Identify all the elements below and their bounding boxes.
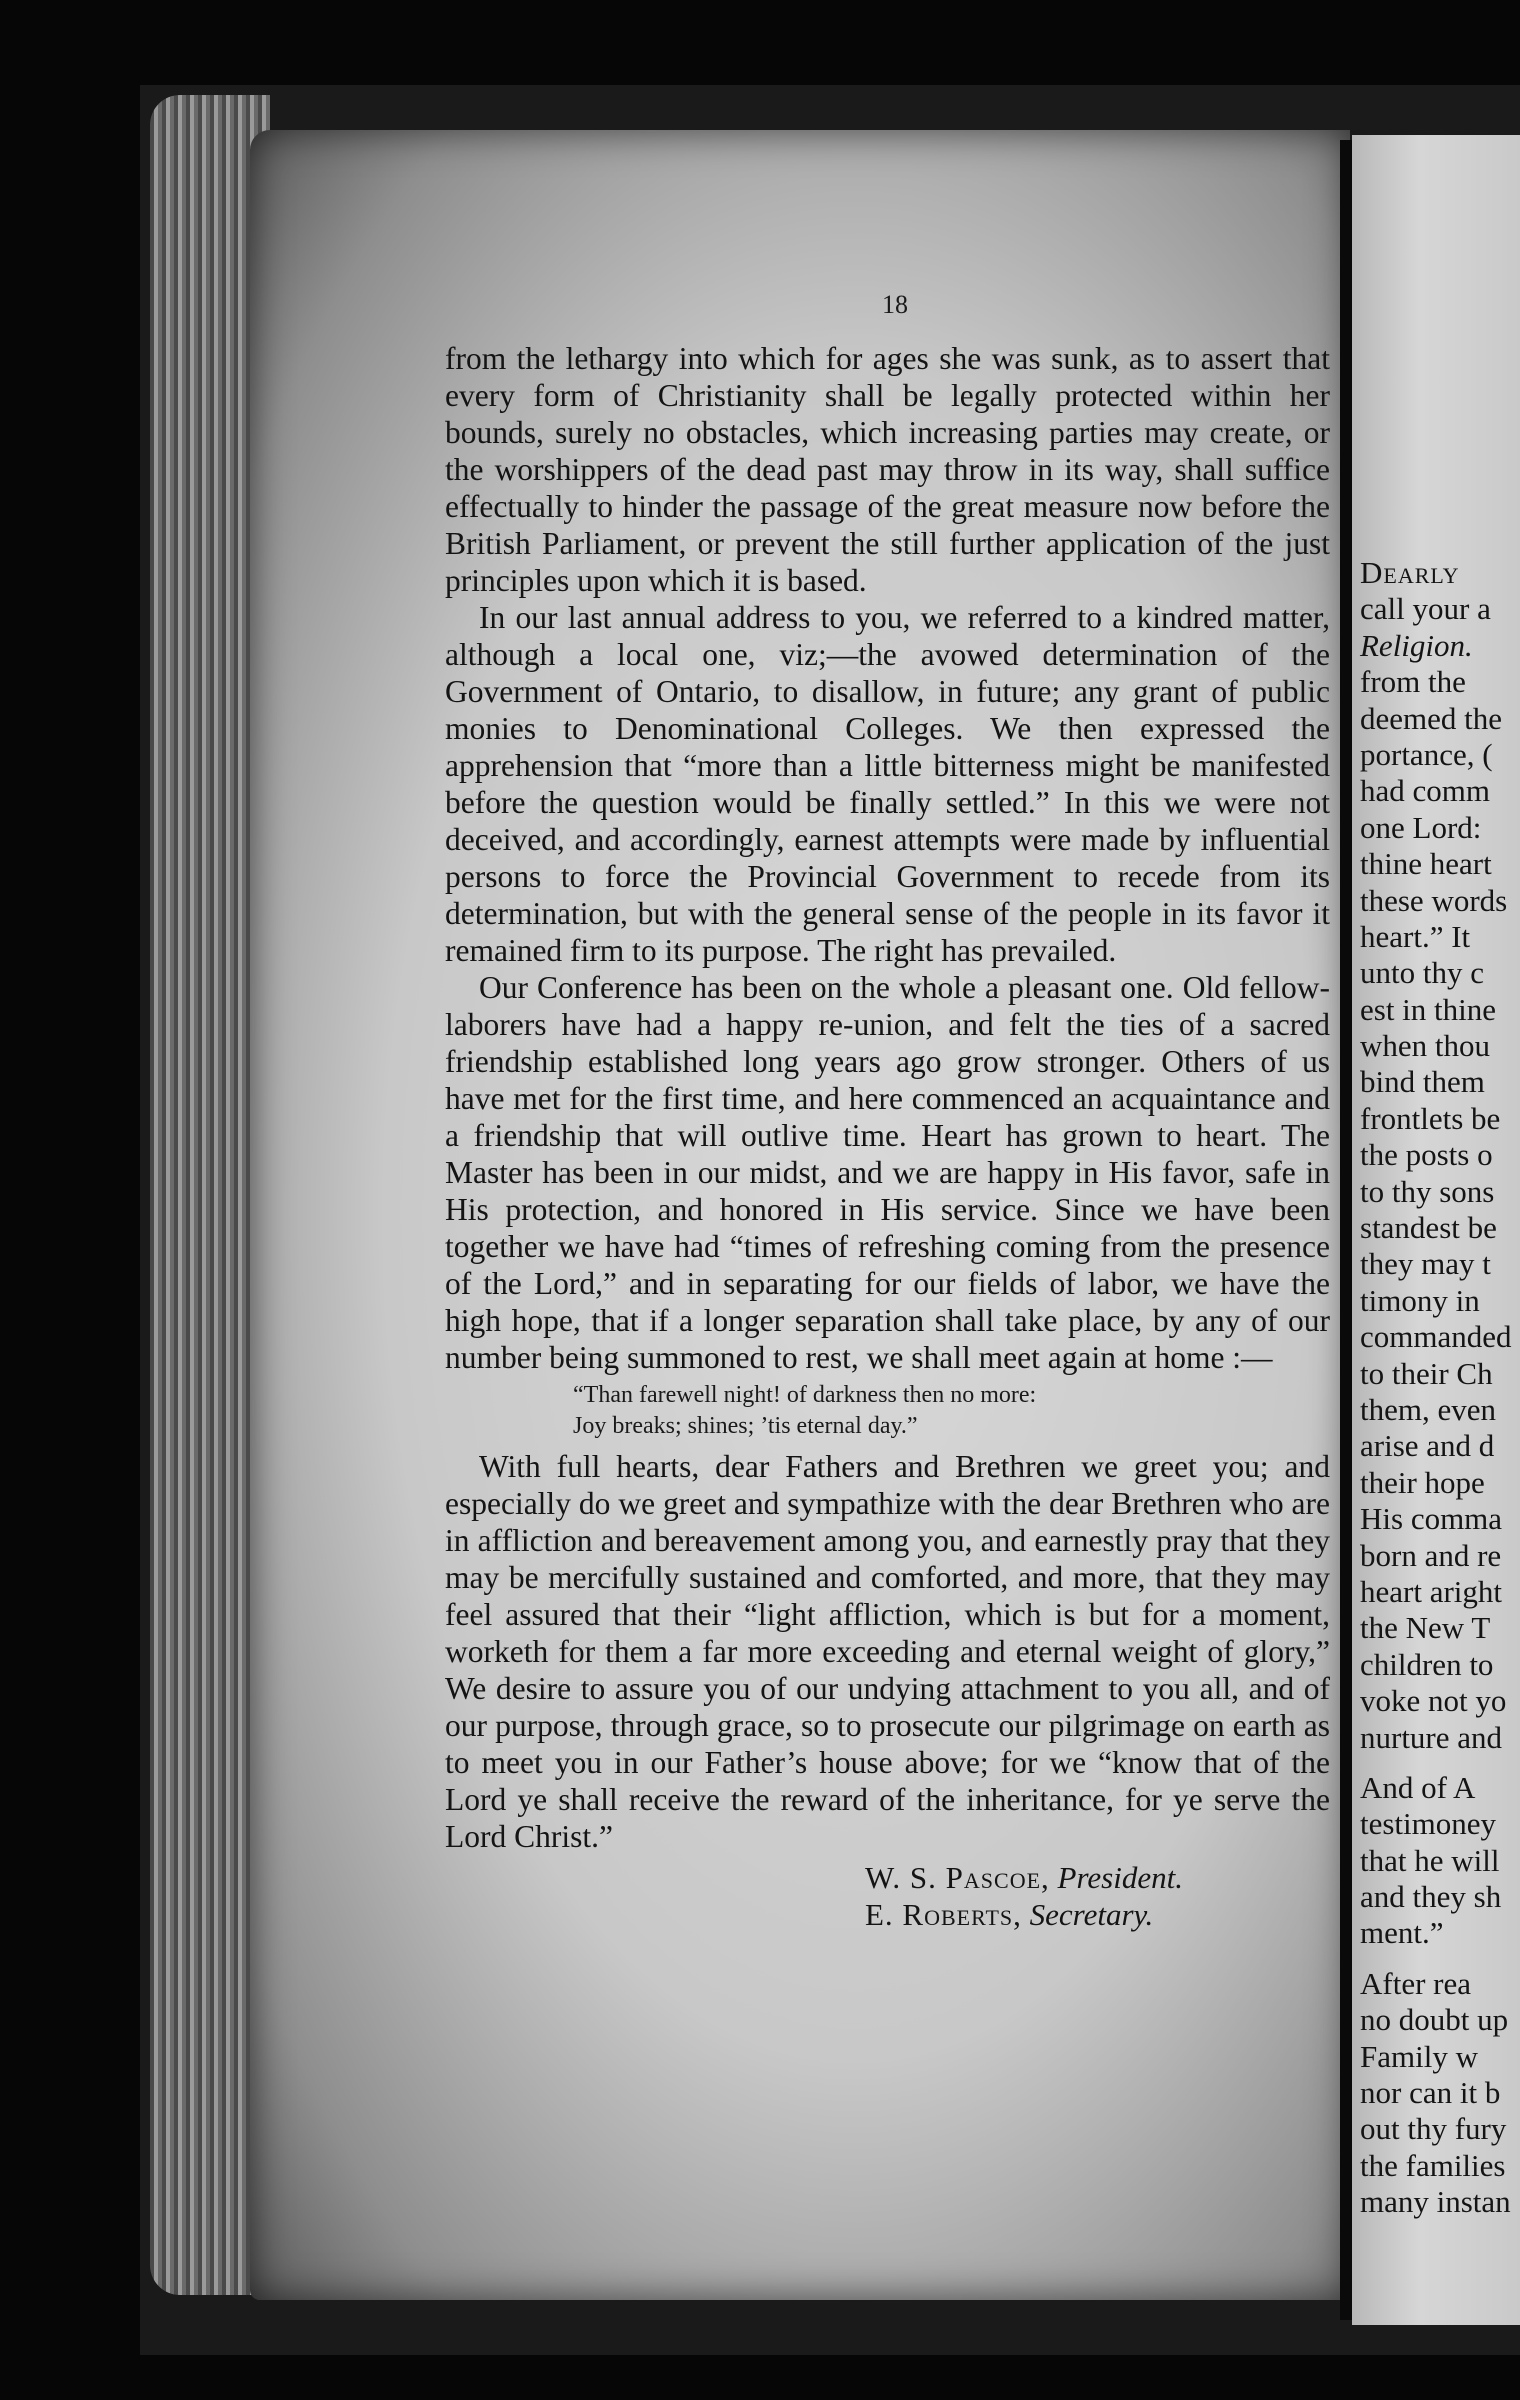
right-page-line: testimoney — [1360, 1806, 1497, 1842]
right-page-line: nurture and — [1360, 1719, 1503, 1755]
right-page-line: these words — [1360, 882, 1508, 918]
right-page-line: His comma — [1360, 1501, 1503, 1537]
signature-block — [865, 1859, 1330, 1933]
right-page-line: the New T — [1360, 1610, 1491, 1646]
president-title: President. — [1057, 1860, 1183, 1895]
president-name: W. S. Pascoe, — [865, 1860, 1050, 1895]
right-page-line: children to — [1360, 1646, 1494, 1682]
verse-quote — [573, 1380, 1330, 1442]
right-page-line: the families — [1360, 2147, 1506, 2183]
right-page-line: portance, ( — [1360, 736, 1493, 772]
right-page-text — [1360, 555, 1520, 2221]
body-text — [445, 340, 1330, 1933]
right-page-line: heart aright — [1360, 1573, 1503, 1609]
book-gutter — [1340, 140, 1352, 2320]
right-page-line: ment.” — [1360, 1915, 1444, 1951]
right-page — [1352, 135, 1520, 2325]
right-page-line: est in thine — [1360, 991, 1497, 1027]
right-page-line: born and re — [1360, 1537, 1502, 1573]
paragraph: In our last annual address to you, we referred to a kindred matter, although a local one, viz;—the avowed determination of the Government of Ontario, to disallow, in future; any grant of public monies to Denominational Colleges. We then expressed the apprehension that “more than a little bitterness might be manifested before the question would be finally settled.” In this we were not deceived, and accordingly, earnest attempts were made by influential persons to force the Provincial Government to recede from its determination, but with the general sense of the people in its favor it remained firm to its purpose. The right has prevailed. — [445, 600, 1330, 968]
right-page-line: Religion. — [1360, 627, 1473, 663]
right-page-line: deemed the — [1360, 700, 1503, 736]
right-page-line: when thou — [1360, 1028, 1491, 1064]
right-page-line: nor can it b — [1360, 2075, 1501, 2111]
right-page-line: heart.” It — [1360, 918, 1471, 954]
right-page-line: had comm — [1360, 773, 1490, 809]
right-page-line: voke not yo — [1360, 1683, 1507, 1719]
right-page-line: And of A — [1360, 1769, 1476, 1805]
right-page-line: commanded — [1360, 1319, 1512, 1355]
secretary-title: Secretary. — [1029, 1897, 1154, 1932]
right-page-line: one Lord: — [1360, 809, 1482, 845]
signature-line-president — [865, 1859, 1330, 1896]
signature-line-secretary — [865, 1896, 1330, 1933]
right-page-line: unto thy c — [1360, 955, 1484, 991]
secretary-name: E. Roberts, — [865, 1897, 1022, 1932]
right-page-line: them, even — [1360, 1391, 1497, 1427]
right-page-line: they may t — [1360, 1246, 1491, 1282]
right-page-line: timony in — [1360, 1282, 1480, 1318]
right-page-line: many instan — [1360, 2184, 1511, 2220]
right-page-line: no doubt up — [1360, 2002, 1509, 2038]
right-page-spacer — [1360, 1952, 1520, 1966]
quote-line: Joy breaks; shines; ’tis eternal day.” — [573, 1413, 918, 1439]
page-number: 18 — [882, 290, 908, 319]
right-page-line: standest be — [1360, 1210, 1497, 1246]
right-page-line: frontlets be — [1360, 1100, 1501, 1136]
paragraph: from the lethargy into which for ages she was sunk, as to assert that every form of Christianity shall be legally protected within her bounds, surely no obstacles, which increasing parties may create, or the worshippers of the dead past may throw in its way, shall suffice effectually to hinder the passage of the great measure now before the British Parliament, or prevent the still further application of the just principles upon which it is based. — [445, 341, 1330, 598]
paragraph: Our Conference has been on the whole a pleasant one. Old fellow-laborers have had a happy re-union, and felt the ties of a sacred friendship established long years ago grow stronger. Others of us have met for the first time, and here commenced an acquaintance and a friendship that will outlive time. Heart has grown to heart. The Master has been in our midst, and we are happy in His favor, safe in His protection, and honored in His service. Since we have been together we have had “times of refreshing coming from the presence of the Lord,” and in separating for our fields of labor, we have the high hope, that if a longer separation shall take place, by any of our number being summoned to rest, we shall meet again at home :— — [445, 970, 1330, 1375]
quote-line: “Than farewell night! of darkness then no more: — [573, 1382, 1037, 1408]
right-page-line: from the — [1360, 664, 1466, 700]
right-page-spacer — [1360, 1756, 1520, 1770]
right-page-line: to their Ch — [1360, 1355, 1493, 1391]
right-page-line: Family w — [1360, 2038, 1478, 2074]
right-page-line: and they sh — [1360, 1879, 1502, 1915]
right-page-line: call your a — [1360, 591, 1491, 627]
paragraph: With full hearts, dear Fathers and Brethren we greet you; and especially do we greet and sympathize with the dear Brethren who are in affliction and bereavement among you, and earnestly pray that they may be mercifully sustained and comforted, and more, that they may feel assured that their “light affliction, which is but for a moment, worketh for them a far more exceeding and eternal weight of glory,” We desire to assure you of our undying attachment to you all, and of our purpose, through grace, so to prosecute our pilgrimage on earth as to meet you in our Father’s house above; for we “know that of the Lord ye shall receive the reward of the inheritance, for ye serve the Lord Christ.” — [445, 1449, 1330, 1854]
right-page-line: to thy sons — [1360, 1173, 1495, 1209]
right-page-line: thine heart — [1360, 846, 1492, 882]
right-page-line: the posts o — [1360, 1137, 1493, 1173]
right-page-line: that he will — [1360, 1842, 1500, 1878]
right-page-line: Dearly — [1360, 555, 1460, 590]
right-page-line: After rea — [1360, 1965, 1471, 2001]
right-page-line: arise and d — [1360, 1428, 1495, 1464]
right-page-line: out thy fury — [1360, 2111, 1507, 2147]
right-page-line: their hope — [1360, 1464, 1485, 1500]
right-page-line: bind them — [1360, 1064, 1485, 1100]
